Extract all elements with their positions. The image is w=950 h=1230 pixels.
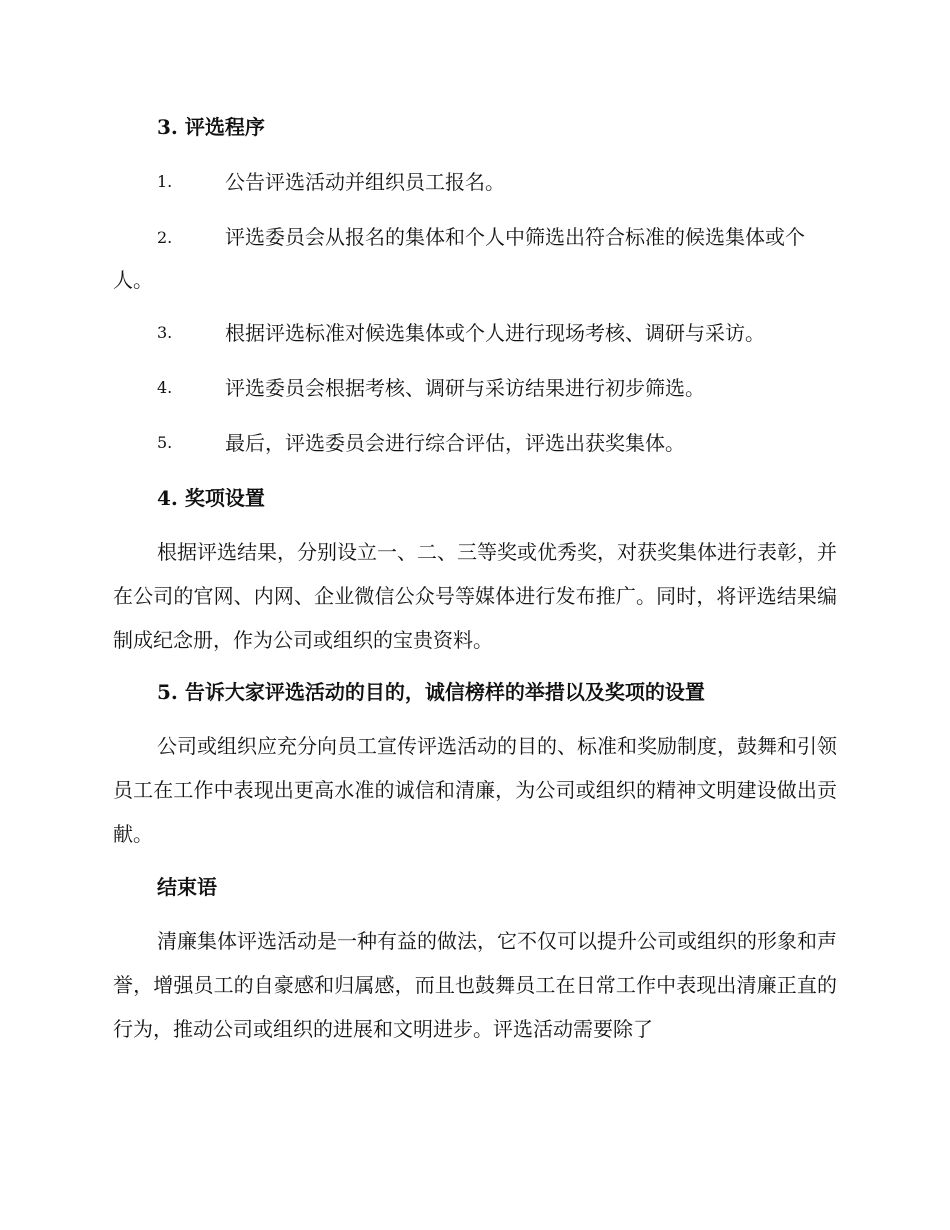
section-heading-conclusion: 结束语 — [157, 875, 217, 899]
list-item-number: 3. — [157, 323, 173, 342]
list-item-text: 根据评选标准对候选集体或个人进行现场考核、调研与采访。 — [225, 321, 765, 345]
list-item-number: 1. — [157, 172, 173, 191]
list-item-number: 5. — [157, 433, 173, 452]
section-heading-procedure: 3. 评选程序 — [157, 115, 265, 139]
list-item-text: 评选委员会从报名的集体和个人中筛选出符合标准的候选集体或个人。 — [113, 225, 805, 292]
publicity-paragraph: 公司或组织应充分向员工宣传评选活动的目的、标准和奖励制度，鼓舞和引领员工在工作中表现出更高水准的诚信和清廉，为公司或组织的精神文明建设做出贡献。 — [113, 734, 837, 846]
section-heading-publicity: 5. 告诉大家评选活动的目的，诚信榜样的举措以及奖项的设置 — [157, 680, 705, 704]
list-item-number: 4. — [157, 378, 173, 397]
list-item-number: 2. — [157, 228, 173, 247]
conclusion-paragraph: 清廉集体评选活动是一种有益的做法，它不仅可以提升公司或组织的形象和声誉，增强员工的自豪感和归属感，而且也鼓舞员工在日常工作中表现出清廉正直的行为，推动公司或组织的进展和文明进步。评选活动需要除了 — [113, 929, 837, 1041]
list-item-text: 评选委员会根据考核、调研与采访结果进行初步筛选。 — [225, 376, 705, 400]
list-item-text: 最后，评选委员会进行综合评估，评选出获奖集体。 — [225, 431, 685, 455]
section-heading-awards: 4. 奖项设置 — [157, 486, 265, 510]
list-item-text: 公告评选活动并组织员工报名。 — [225, 170, 505, 194]
awards-paragraph: 根据评选结果，分别设立一、二、三等奖或优秀奖，对获奖集体进行表彰，并在公司的官网、内网、企业微信公众号等媒体进行发布推广。同时，将评选结果编制成纪念册，作为公司或组织的宝贵资料。 — [113, 540, 837, 652]
